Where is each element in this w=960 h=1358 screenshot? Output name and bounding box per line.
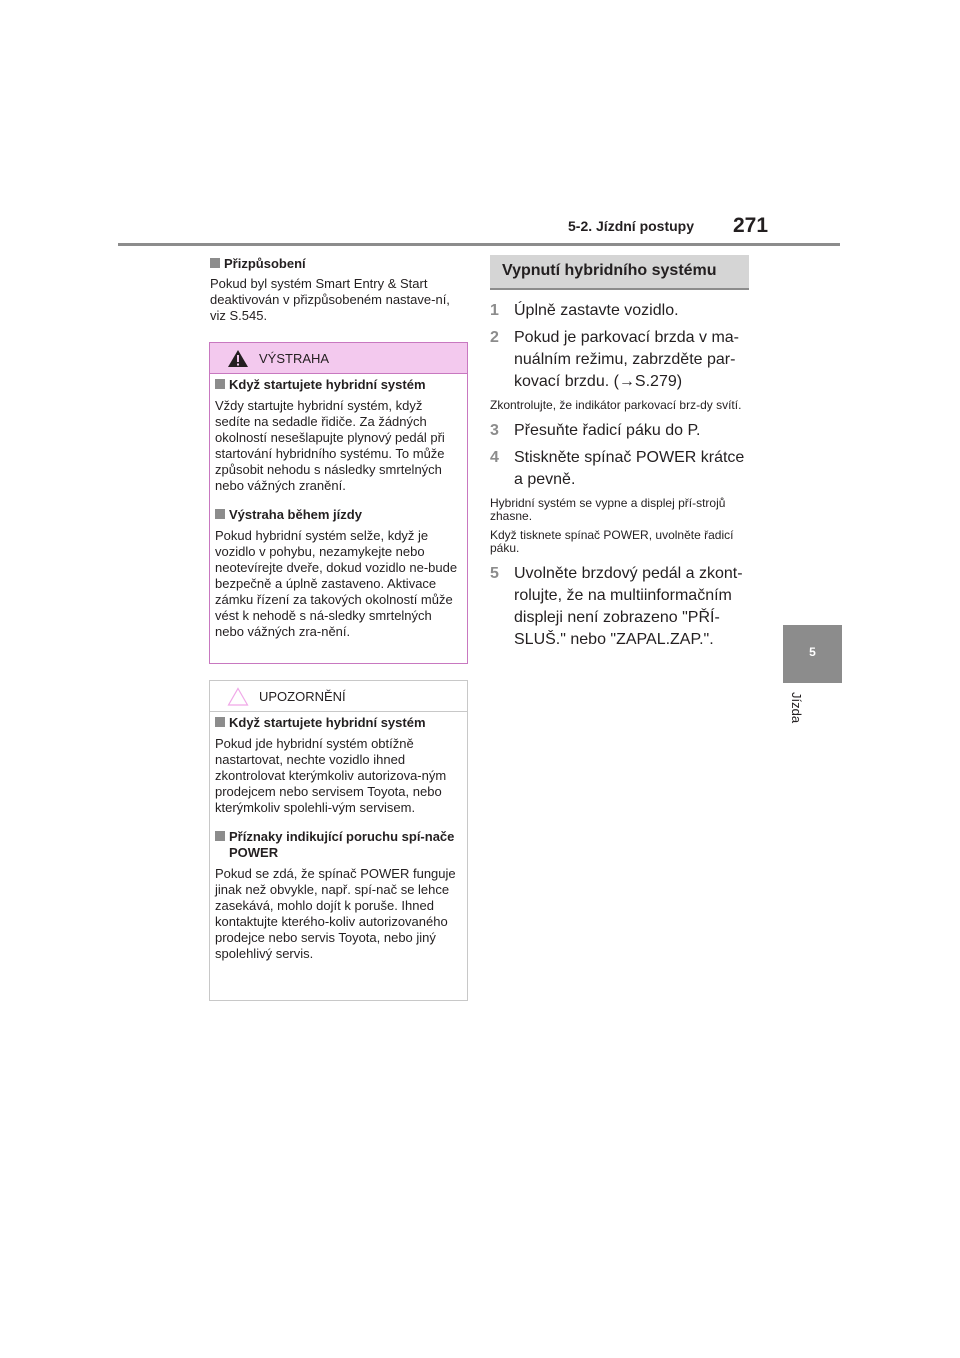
chapter-tab-label: Jízda — [789, 692, 804, 724]
step-note: Když tisknete spínač POWER, uvolněte řadicí páku. — [490, 528, 734, 555]
warning-body — [210, 374, 467, 640]
step-item: 2 Pokud je parkovací brzda v ma-nuálním režimu, zabrzděte par-kovací brzdu. (→S.279) — [490, 329, 739, 390]
page-number: 271 — [733, 214, 769, 237]
chapter-title: 5-2. Jízdní postupy — [568, 218, 695, 234]
warning-text: Vždy startujte hybridní systém, když sedíte na sedadle řidiče. Za žádných okolností nesešlapujte plynový pedál při startování hybridního systému. To může způsobit nehodu s následky smrtelných nebo vážných zranění. — [215, 398, 445, 493]
caution-heading: Příznaky indikující poruchu spí-nače POWER — [215, 829, 461, 861]
header-divider — [118, 243, 840, 246]
caution-box — [209, 680, 468, 1001]
caution-header — [210, 681, 467, 712]
caution-triangle-icon — [227, 687, 249, 706]
square-bullet-icon — [215, 717, 225, 727]
customization-text: Pokud byl systém Smart Entry & Start deaktivován v přizpůsobeném nastave-ní, viz S.545. — [210, 276, 450, 323]
caution-heading: Když startujete hybridní systém — [215, 715, 461, 731]
warning-triangle-icon — [227, 349, 249, 368]
step-item: 5 Uvolněte brzdový pedál a zkont-rolujte, že na multiinformačním displeji není zobrazeno "PŘÍ-SLUŠ." nebo "ZAPAL.ZAP.". — [490, 565, 743, 648]
shutdown-steps — [490, 295, 752, 651]
square-bullet-icon — [210, 258, 220, 268]
step-note: Hybridní systém se vypne a displej pří-strojů zhasne. — [490, 496, 726, 523]
chapter-tab-number: 5 — [809, 645, 816, 659]
caution-title: UPOZORNĚNÍ — [259, 689, 346, 704]
step-item: 3 Přesuňte řadicí páku do P. — [490, 422, 701, 439]
warning-heading: Když startujete hybridní systém — [215, 377, 461, 393]
warning-heading: Výstraha během jízdy — [215, 507, 461, 523]
customization-heading: Přizpůsobení — [210, 256, 468, 272]
caution-text: Pokud jde hybridní systém obtížně nastartovat, nechte vozidlo ihned zkontrolovat kterýmkoliv autorizova-ným prodejcem nebo servisem Toyota, nebo kterýmkoliv spolehli-vým servisem. — [215, 736, 447, 815]
warning-title: VÝSTRAHA — [259, 351, 330, 366]
warning-header — [210, 343, 467, 374]
caution-text: Pokud se zdá, že spínač POWER funguje jinak než obvykle, např. spí-nač se lehce zasekává, mohlo dojít k poruše. Ihned kontaktujte kterého-koliv autorizovaného prodejce nebo servis Toyota, nebo jiný spolehlivý servis. — [215, 866, 456, 961]
warning-box — [209, 342, 468, 664]
square-bullet-icon — [215, 831, 225, 841]
step-item: 1 Úplně zastavte vozidlo. — [490, 302, 679, 319]
step-item: 4 Stiskněte spínač POWER krátce a pevně. — [490, 449, 745, 488]
section-heading-bar — [490, 255, 749, 290]
section-heading: Vypnutí hybridního systému — [502, 262, 717, 279]
customization-section — [210, 256, 468, 324]
step-note: Zkontrolujte, že indikátor parkovací brz-dy svítí. — [490, 398, 742, 412]
square-bullet-icon — [215, 509, 225, 519]
warning-text: Pokud hybridní systém selže, když je vozidlo v pohybu, nezamykejte nebo neotevírejte dveře, dokud vozidlo ne-bude bezpečně a úplně zastaveno. Aktivace zámku řízení za takových okolností může vést k nehodě s ná-sledky smrtelných nebo vážných zra-nění. — [215, 528, 458, 639]
caution-body — [210, 712, 467, 962]
square-bullet-icon — [215, 379, 225, 389]
